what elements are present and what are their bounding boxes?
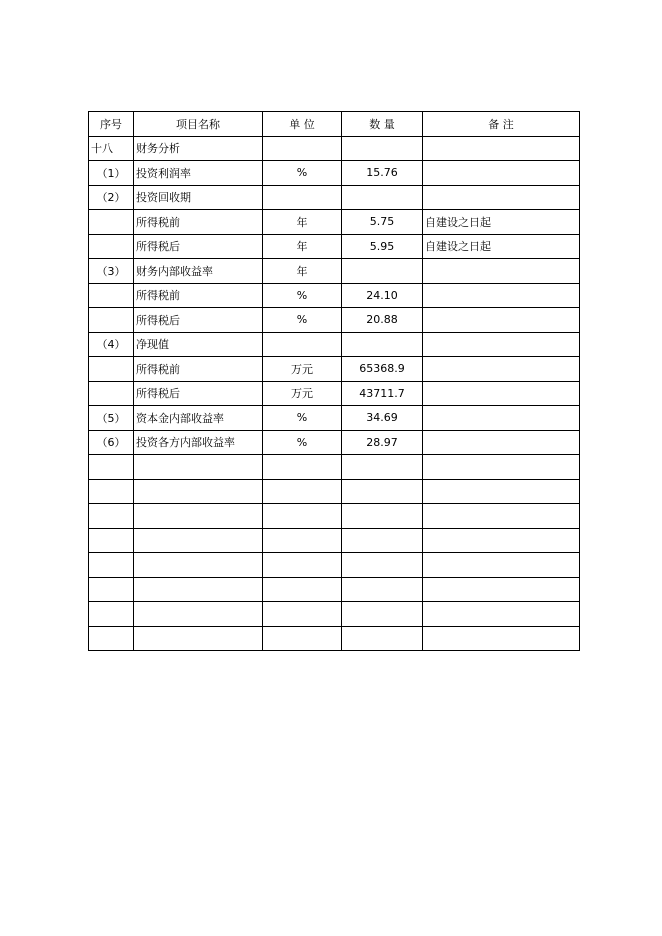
cell-remark <box>423 357 580 382</box>
cell-quantity <box>342 455 423 480</box>
cell-name: 所得税后 <box>134 234 263 259</box>
cell-name: 所得税前 <box>134 357 263 382</box>
cell-remark <box>423 602 580 627</box>
cell-quantity <box>342 577 423 602</box>
cell-unit: % <box>263 308 342 333</box>
cell-unit <box>263 479 342 504</box>
cell-quantity <box>342 626 423 651</box>
cell-index <box>89 357 134 382</box>
cell-quantity: 15.76 <box>342 161 423 186</box>
table-row <box>89 136 580 161</box>
cell-name: 财务内部收益率 <box>134 259 263 284</box>
table-row <box>89 283 580 308</box>
cell-name: 财务分析 <box>134 136 263 161</box>
table-row <box>89 528 580 553</box>
cell-unit <box>263 626 342 651</box>
cell-remark: 自建设之日起 <box>423 234 580 259</box>
cell-name: 所得税后 <box>134 308 263 333</box>
cell-remark <box>423 308 580 333</box>
cell-quantity <box>342 528 423 553</box>
cell-index <box>89 626 134 651</box>
table-row <box>89 332 580 357</box>
cell-remark <box>423 455 580 480</box>
cell-index <box>89 381 134 406</box>
cell-index <box>89 308 134 333</box>
cell-unit: 年 <box>263 259 342 284</box>
cell-unit: 万元 <box>263 357 342 382</box>
cell-unit: 年 <box>263 234 342 259</box>
cell-quantity: 20.88 <box>342 308 423 333</box>
cell-name: 投资各方内部收益率 <box>134 430 263 455</box>
table-row <box>89 185 580 210</box>
table-row <box>89 234 580 259</box>
cell-name: 资本金内部收益率 <box>134 406 263 431</box>
cell-name <box>134 479 263 504</box>
cell-unit: % <box>263 406 342 431</box>
cell-index <box>89 234 134 259</box>
cell-remark <box>423 283 580 308</box>
cell-index: （4） <box>89 332 134 357</box>
cell-unit: 万元 <box>263 381 342 406</box>
cell-remark <box>423 504 580 529</box>
cell-index <box>89 283 134 308</box>
cell-index <box>89 479 134 504</box>
cell-remark <box>423 553 580 578</box>
cell-unit <box>263 136 342 161</box>
cell-unit: % <box>263 430 342 455</box>
cell-quantity: 5.75 <box>342 210 423 235</box>
header-index: 序号 <box>89 112 134 137</box>
cell-quantity <box>342 602 423 627</box>
cell-index <box>89 504 134 529</box>
cell-unit <box>263 577 342 602</box>
cell-quantity <box>342 136 423 161</box>
cell-remark <box>423 161 580 186</box>
table-row <box>89 406 580 431</box>
table-row <box>89 381 580 406</box>
cell-quantity: 28.97 <box>342 430 423 455</box>
header-name: 项目名称 <box>134 112 263 137</box>
cell-quantity: 34.69 <box>342 406 423 431</box>
cell-unit <box>263 332 342 357</box>
cell-index: （3） <box>89 259 134 284</box>
cell-unit: % <box>263 161 342 186</box>
cell-unit: % <box>263 283 342 308</box>
table-row <box>89 479 580 504</box>
cell-name: 所得税前 <box>134 210 263 235</box>
cell-name <box>134 455 263 480</box>
table-row <box>89 357 580 382</box>
cell-unit <box>263 553 342 578</box>
cell-name <box>134 577 263 602</box>
cell-quantity: 24.10 <box>342 283 423 308</box>
cell-quantity <box>342 479 423 504</box>
cell-quantity <box>342 504 423 529</box>
table-row <box>89 553 580 578</box>
financial-analysis-table <box>88 111 580 651</box>
table-row <box>89 602 580 627</box>
cell-name: 所得税后 <box>134 381 263 406</box>
header-quantity: 数 量 <box>342 112 423 137</box>
cell-quantity: 43711.7 <box>342 381 423 406</box>
cell-name <box>134 504 263 529</box>
table-body <box>89 136 580 651</box>
cell-unit <box>263 185 342 210</box>
cell-unit <box>263 504 342 529</box>
cell-index <box>89 577 134 602</box>
cell-quantity: 65368.9 <box>342 357 423 382</box>
cell-index: （1） <box>89 161 134 186</box>
header-unit: 单 位 <box>263 112 342 137</box>
cell-remark <box>423 406 580 431</box>
cell-name <box>134 553 263 578</box>
table-header-row <box>89 112 580 137</box>
table-row <box>89 210 580 235</box>
cell-remark <box>423 136 580 161</box>
table-row <box>89 504 580 529</box>
table-row <box>89 308 580 333</box>
cell-index: （5） <box>89 406 134 431</box>
cell-name <box>134 602 263 627</box>
cell-name: 净现值 <box>134 332 263 357</box>
cell-index <box>89 455 134 480</box>
cell-index <box>89 528 134 553</box>
cell-quantity <box>342 259 423 284</box>
cell-index <box>89 553 134 578</box>
cell-remark <box>423 528 580 553</box>
cell-remark <box>423 577 580 602</box>
table-row <box>89 626 580 651</box>
table-row <box>89 455 580 480</box>
table-row <box>89 259 580 284</box>
cell-remark <box>423 430 580 455</box>
cell-name: 投资利润率 <box>134 161 263 186</box>
cell-remark <box>423 479 580 504</box>
cell-remark <box>423 626 580 651</box>
cell-name <box>134 626 263 651</box>
table-row <box>89 161 580 186</box>
cell-quantity <box>342 185 423 210</box>
cell-unit <box>263 528 342 553</box>
cell-index: （6） <box>89 430 134 455</box>
table-row <box>89 577 580 602</box>
cell-unit: 年 <box>263 210 342 235</box>
cell-name <box>134 528 263 553</box>
cell-index <box>89 602 134 627</box>
cell-name: 所得税前 <box>134 283 263 308</box>
cell-remark: 自建设之日起 <box>423 210 580 235</box>
cell-remark <box>423 185 580 210</box>
cell-unit <box>263 455 342 480</box>
cell-unit <box>263 602 342 627</box>
cell-remark <box>423 381 580 406</box>
cell-name: 投资回收期 <box>134 185 263 210</box>
cell-quantity <box>342 332 423 357</box>
table-row <box>89 430 580 455</box>
cell-quantity <box>342 553 423 578</box>
cell-remark <box>423 259 580 284</box>
cell-index <box>89 210 134 235</box>
cell-remark <box>423 332 580 357</box>
cell-index: 十八 <box>89 136 134 161</box>
cell-index: （2） <box>89 185 134 210</box>
cell-quantity: 5.95 <box>342 234 423 259</box>
header-remark: 备 注 <box>423 112 580 137</box>
